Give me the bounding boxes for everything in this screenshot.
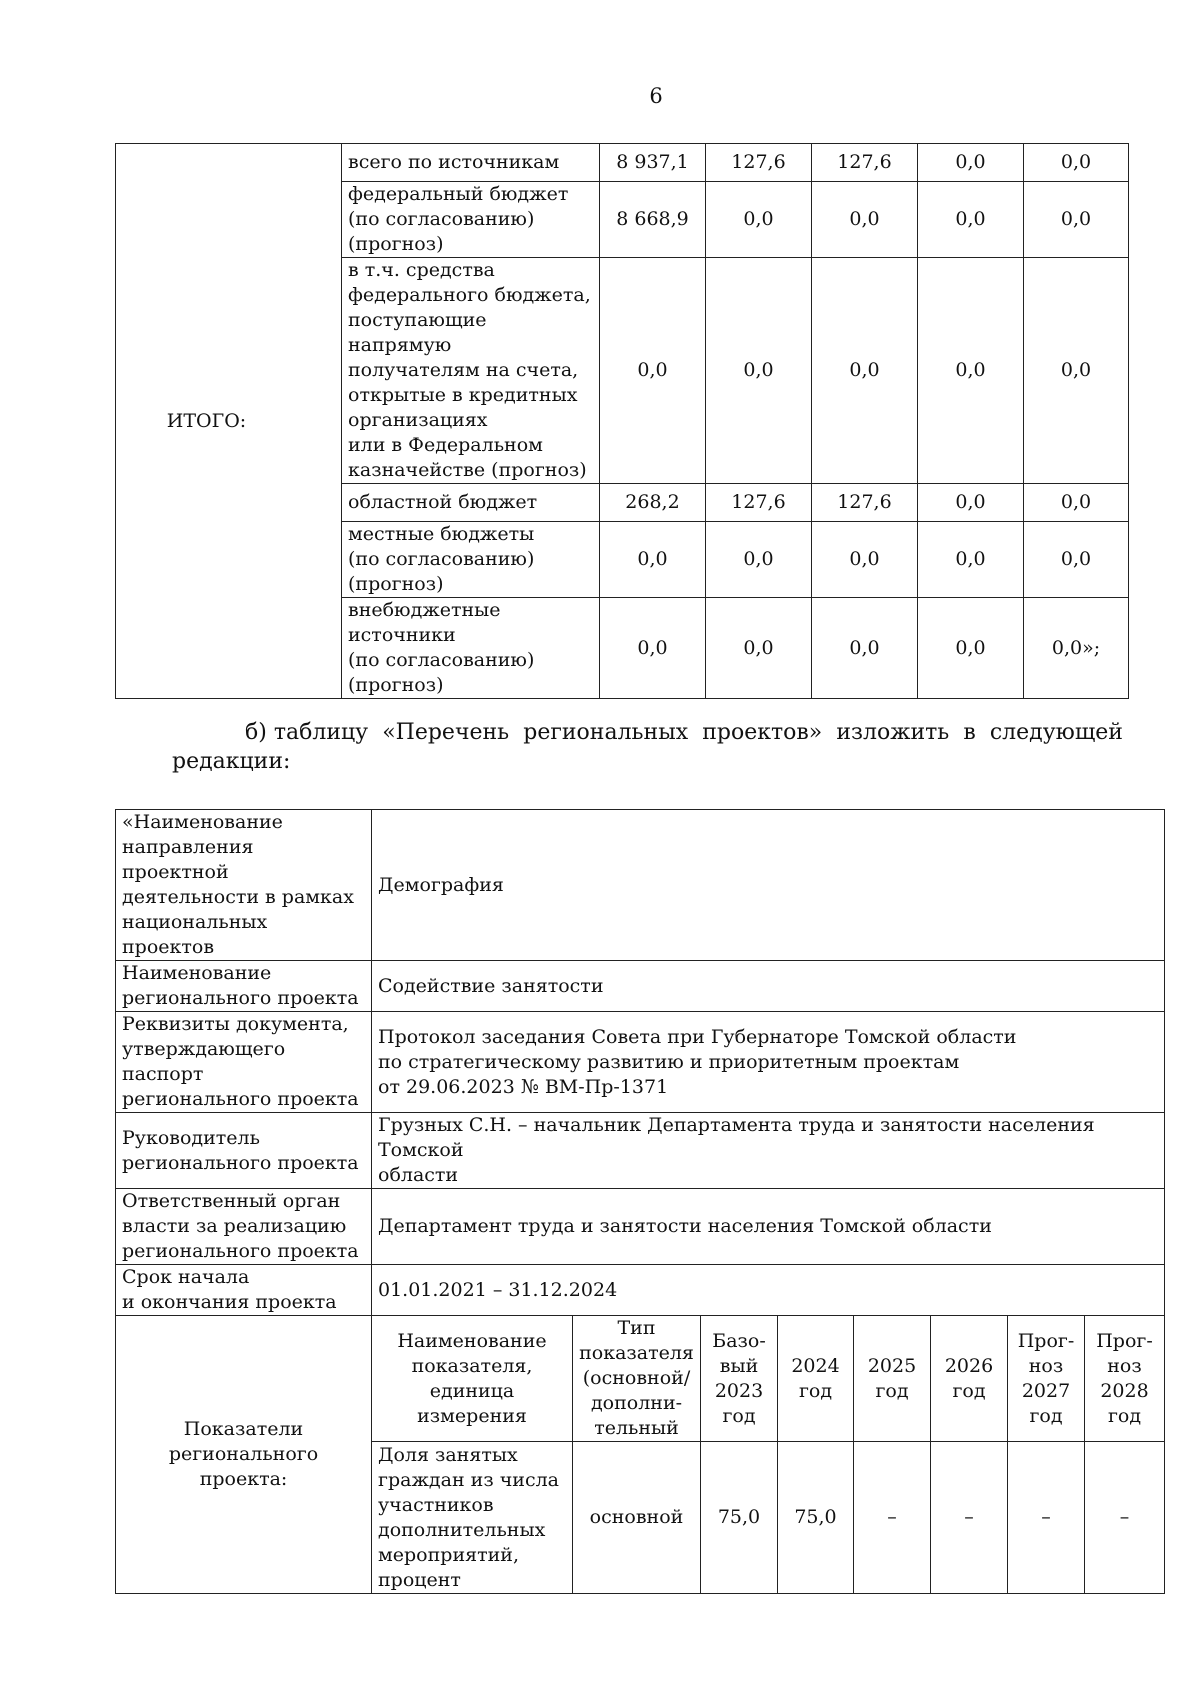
text-line: вый (719, 1354, 759, 1377)
text-line: дополни- (590, 1392, 683, 1414)
text-line: 2023 (714, 1379, 764, 1402)
text-line: (прогноз) (348, 233, 444, 255)
value-cell: 0,0 (918, 258, 1024, 484)
value-cell: 0,0 (812, 598, 918, 699)
indicator-value: 75,0 (701, 1442, 778, 1594)
paragraph-word: «Перечень (382, 720, 510, 745)
text-line: ноз (1028, 1354, 1064, 1377)
info-value (372, 1189, 1165, 1265)
funding-table (115, 143, 1129, 699)
text-line: областной бюджет (348, 491, 538, 513)
total-label: ИТОГО: (116, 144, 342, 699)
text-line: 2025 (867, 1354, 917, 1377)
value-cell: 0,0 (1024, 522, 1129, 598)
paragraph-word: региональных (523, 720, 689, 745)
text-line: Прог- (1017, 1329, 1075, 1352)
info-label (116, 1012, 372, 1113)
indicator-name (372, 1442, 573, 1594)
value-cell: 0,0 (918, 182, 1024, 258)
info-value (372, 1113, 1165, 1189)
text-line: 01.01.2021 – 31.12.2024 (378, 1278, 618, 1301)
text-line: регионального проекта (122, 1088, 359, 1110)
text-line: показателя (579, 1342, 694, 1364)
text-line: проекта: (199, 1468, 288, 1490)
indicator-header (1008, 1316, 1085, 1442)
value-cell: 8 937,1 (600, 144, 706, 182)
indicator-header (573, 1316, 701, 1442)
text-line: внебюджетные (348, 599, 501, 621)
value-cell: 127,6 (812, 484, 918, 522)
paragraph-line-2: редакции: (172, 749, 291, 774)
info-label (116, 1265, 372, 1316)
value-cell: 0,0 (812, 258, 918, 484)
value-cell: 0,0 (1024, 182, 1129, 258)
text-line: Демография (378, 873, 504, 896)
text-line: Протокол заседания Совета при Губернаторе Томской области (378, 1025, 1017, 1048)
info-row (116, 1113, 1165, 1189)
paragraph-word: следующей (989, 720, 1123, 745)
source-cell (342, 484, 600, 522)
text-line: направления проектной (122, 836, 254, 883)
text-line: (по согласованию) (348, 548, 535, 570)
text-line: регионального проекта (122, 987, 359, 1009)
value-cell: 127,6 (706, 144, 812, 182)
text-line: Срок начала (122, 1266, 250, 1288)
text-line: источники (348, 624, 456, 646)
indicator-value: 75,0 (778, 1442, 854, 1594)
amendment-paragraph (172, 718, 1123, 776)
text-line: регионального проекта (122, 1151, 359, 1174)
text-line: Наименование (397, 1329, 547, 1352)
value-cell: 0,0»; (1024, 598, 1129, 699)
source-cell (342, 258, 600, 484)
indicator-value: – (931, 1442, 1008, 1594)
paragraph-word: б) таблицу (245, 720, 369, 745)
text-line: участников (378, 1493, 494, 1516)
text-line: местные бюджеты (348, 523, 535, 545)
indicator-header (778, 1316, 854, 1442)
text-line: 2027 (1021, 1379, 1071, 1402)
text-line: регионального проекта (122, 1240, 359, 1262)
text-line: деятельности в рамках (122, 886, 354, 908)
text-line: мероприятий, (378, 1543, 519, 1566)
text-line: Базо- (712, 1329, 766, 1352)
text-line: ноз (1107, 1354, 1142, 1377)
indicator-value: – (854, 1442, 931, 1594)
value-cell: 0,0 (812, 182, 918, 258)
info-label (116, 1113, 372, 1189)
value-cell: 0,0 (706, 598, 812, 699)
indicator-header (372, 1316, 573, 1442)
funding-row (116, 144, 1129, 182)
info-row (116, 961, 1165, 1012)
text-line: получателям на счета, (348, 359, 579, 381)
text-line: (основной/ (582, 1367, 691, 1389)
text-line: (прогноз) (348, 674, 444, 696)
text-line: (по согласованию) (348, 208, 535, 230)
paragraph-line-1 (172, 718, 1123, 747)
indicator-value: – (1085, 1442, 1165, 1594)
value-cell: 0,0 (600, 258, 706, 484)
text-line: Содействие занятости (378, 974, 604, 997)
text-line: «Наименование (122, 811, 283, 833)
indicator-value: основной (573, 1442, 701, 1594)
text-line: или в Федеральном (348, 434, 543, 456)
text-line: 2026 (944, 1354, 994, 1377)
indicator-header (701, 1316, 778, 1442)
text-line: Ответственный орган (122, 1190, 341, 1212)
text-line: 2028 (1100, 1379, 1149, 1402)
text-line: граждан из числа (378, 1468, 559, 1491)
text-line: федерального бюджета, (348, 284, 591, 306)
text-line: организациях (348, 409, 488, 431)
value-cell: 0,0 (706, 182, 812, 258)
indicator-header-row (116, 1316, 1165, 1442)
info-label (116, 810, 372, 961)
text-line: единица измерения (417, 1379, 527, 1427)
text-line: Руководитель (122, 1126, 260, 1149)
value-cell: 0,0 (918, 522, 1024, 598)
text-line: всего по источникам (348, 151, 560, 173)
text-line: год (722, 1404, 756, 1427)
text-line: дополнительных (378, 1518, 546, 1541)
text-line: год (1029, 1404, 1063, 1427)
indicator-header (931, 1316, 1008, 1442)
text-line: Грузных С.Н. – начальник Департамента труда и занятости населения Томской (378, 1114, 1095, 1161)
info-value (372, 961, 1165, 1012)
value-cell: 0,0 (706, 522, 812, 598)
text-line: утверждающего паспорт (122, 1038, 286, 1085)
text-line: от 29.06.2023 № ВМ-Пр-1371 (378, 1075, 669, 1098)
text-line: (прогноз) (348, 573, 444, 595)
text-line: Наименование (122, 962, 272, 984)
text-line: поступающие напрямую (348, 309, 487, 356)
info-label (116, 961, 372, 1012)
value-cell: 0,0 (600, 522, 706, 598)
text-line: тельный (594, 1417, 679, 1439)
regional-projects-table (115, 809, 1165, 1594)
source-cell (342, 522, 600, 598)
source-cell (342, 182, 600, 258)
text-line: казначействе (прогноз) (348, 459, 587, 481)
value-cell: 0,0 (1024, 484, 1129, 522)
paragraph-word: проектов» (702, 720, 823, 745)
info-row (116, 1265, 1165, 1316)
text-line: Реквизиты документа, (122, 1013, 349, 1035)
info-row (116, 810, 1165, 961)
value-cell: 127,6 (812, 144, 918, 182)
text-line: власти за реализацию (122, 1215, 347, 1237)
value-cell: 0,0 (1024, 258, 1129, 484)
value-cell: 0,0 (706, 258, 812, 484)
value-cell: 0,0 (1024, 144, 1129, 182)
value-cell: 0,0 (600, 598, 706, 699)
page-number: 6 (649, 84, 663, 108)
text-line: по стратегическому развитию и приоритетным проектам (378, 1050, 960, 1073)
indicator-header (1085, 1316, 1165, 1442)
info-label (116, 1189, 372, 1265)
text-line: год (952, 1379, 986, 1402)
text-line: год (798, 1379, 833, 1402)
text-line: в т.ч. средства (348, 259, 495, 281)
text-line: открытые в кредитных (348, 384, 578, 406)
value-cell: 0,0 (812, 522, 918, 598)
source-cell (342, 598, 600, 699)
text-line: регионального (168, 1443, 319, 1465)
value-cell: 0,0 (918, 144, 1024, 182)
text-line: Показатели (183, 1418, 304, 1440)
text-line: федеральный бюджет (348, 183, 569, 205)
info-value (372, 1012, 1165, 1113)
paragraph-word: изложить (836, 720, 950, 745)
text-line: год (1107, 1404, 1142, 1427)
text-line: процент (378, 1568, 461, 1591)
value-cell: 0,0 (918, 598, 1024, 699)
info-row (116, 1189, 1165, 1265)
text-line: 2024 (791, 1354, 840, 1377)
info-value (372, 810, 1165, 961)
text-line: Прог- (1096, 1329, 1153, 1352)
value-cell: 127,6 (706, 484, 812, 522)
value-cell: 0,0 (918, 484, 1024, 522)
text-line: Тип (617, 1317, 656, 1339)
text-line: (по согласованию) (348, 649, 535, 671)
value-cell: 268,2 (600, 484, 706, 522)
indicators-label (116, 1316, 372, 1594)
text-line: и окончания проекта (122, 1291, 337, 1313)
info-value (372, 1265, 1165, 1316)
indicator-value: – (1008, 1442, 1085, 1594)
paragraph-word: в (963, 720, 976, 745)
text-line: год (875, 1379, 909, 1402)
info-row (116, 1012, 1165, 1113)
value-cell: 8 668,9 (600, 182, 706, 258)
text-line: национальных проектов (122, 911, 268, 958)
text-line: Доля занятых (378, 1443, 518, 1466)
text-line: показателя, (411, 1354, 533, 1377)
indicator-header (854, 1316, 931, 1442)
source-cell (342, 144, 600, 182)
text-line: области (378, 1164, 459, 1186)
text-line: Департамент труда и занятости населения Томской области (378, 1215, 992, 1237)
